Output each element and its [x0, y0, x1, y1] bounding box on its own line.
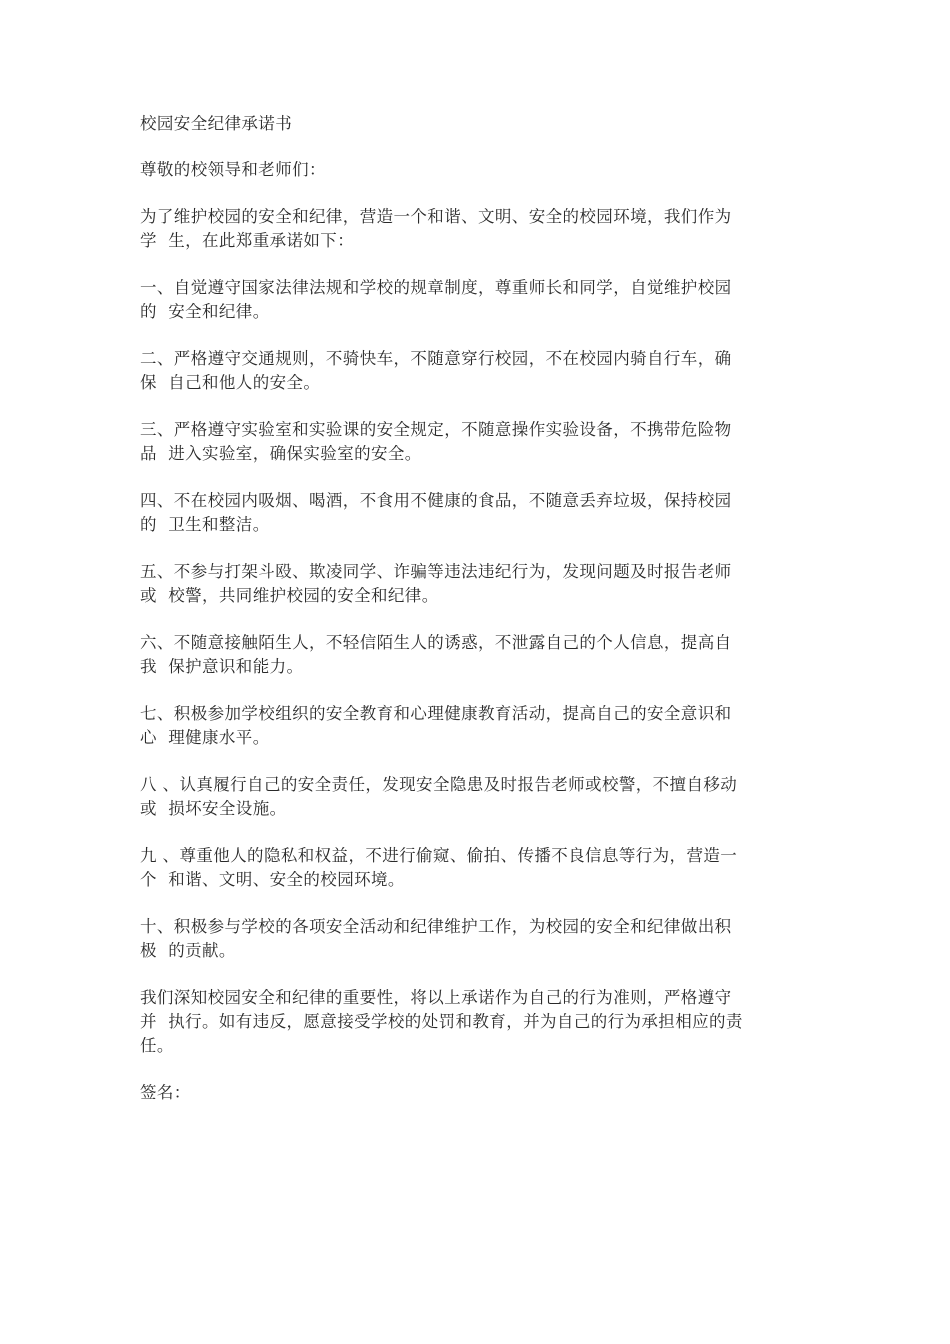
pledge-item-10	[140, 915, 820, 963]
pledge-item-2	[140, 347, 820, 395]
pledge-item-4	[140, 489, 820, 537]
greeting: 尊敬的校领导和老师们：	[140, 160, 326, 179]
document-body	[140, 112, 820, 1105]
pledge-item-7	[140, 702, 820, 750]
pledge-line: 九 、尊重他人的隐私和权益，不进行偷窥、偷拍、传播不良信息等行为，营造一	[140, 846, 738, 865]
pledge-line: 十、积极参与学校的各项安全活动和纪律维护工作，为校园的安全和纪律做出积	[140, 917, 732, 936]
pledge-item-1	[140, 276, 820, 324]
signature-label: 签名：	[140, 1083, 191, 1102]
closing-line: 并 执行。如有违反，愿意接受学校的处罚和教育，并为自己的行为承担相应的责	[140, 1012, 743, 1031]
pledge-line: 二、严格遵守交通规则，不骑快车，不随意穿行校园，不在校园内骑自行车，确	[140, 349, 732, 368]
closing-line: 任。	[140, 1036, 174, 1055]
pledge-line: 个 和谐、文明、安全的校园环境。	[140, 870, 405, 889]
pledge-line: 的 卫生和整洁。	[140, 515, 270, 534]
pledge-item-9	[140, 844, 820, 892]
pledge-line: 保 自己和他人的安全。	[140, 373, 321, 392]
pledge-item-5	[140, 560, 820, 608]
intro-line: 学 生，在此郑重承诺如下：	[140, 231, 355, 250]
pledge-line: 或 损坏安全设施。	[140, 799, 287, 818]
pledge-line: 的 安全和纪律。	[140, 302, 270, 321]
intro-line: 为了维护校园的安全和纪律，营造一个和谐、文明、安全的校园环境，我们作为	[140, 207, 732, 226]
pledge-line: 极 的贡献。	[140, 941, 236, 960]
pledge-line: 六、不随意接触陌生人，不轻信陌生人的诱惑，不泄露自己的个人信息，提高自	[140, 633, 732, 652]
pledge-line: 我 保护意识和能力。	[140, 657, 304, 676]
pledge-line: 八 、认真履行自己的安全责任，发现安全隐患及时报告老师或校警，不擅自移动	[140, 775, 738, 794]
pledge-line: 品 进入实验室，确保实验室的安全。	[140, 444, 422, 463]
pledge-line: 三、严格遵守实验室和实验课的安全规定，不随意操作实验设备，不携带危险物	[140, 420, 732, 439]
closing-line: 我们深知校园安全和纪律的重要性，将以上承诺作为自己的行为准则，严格遵守	[140, 988, 732, 1007]
pledge-line: 五、不参与打架斗殴、欺凌同学、诈骗等违法违纪行为，发现问题及时报告老师	[140, 562, 732, 581]
pledge-line: 或 校警，共同维护校园的安全和纪律。	[140, 586, 439, 605]
pledge-line: 心 理健康水平。	[140, 728, 270, 747]
pledge-item-3	[140, 418, 820, 466]
pledge-line: 七、积极参加学校组织的安全教育和心理健康教育活动，提高自己的安全意识和	[140, 704, 732, 723]
intro-paragraph	[140, 205, 820, 253]
pledge-item-6	[140, 631, 820, 679]
closing-paragraph	[140, 986, 820, 1058]
pledge-line: 一、自觉遵守国家法律法规和学校的规章制度，尊重师长和同学，自觉维护校园	[140, 278, 732, 297]
pledge-item-8	[140, 773, 820, 821]
document-title: 校园安全纪律承诺书	[140, 114, 293, 133]
pledge-line: 四、不在校园内吸烟、喝酒，不食用不健康的食品，不随意丢弃垃圾，保持校园	[140, 491, 732, 510]
